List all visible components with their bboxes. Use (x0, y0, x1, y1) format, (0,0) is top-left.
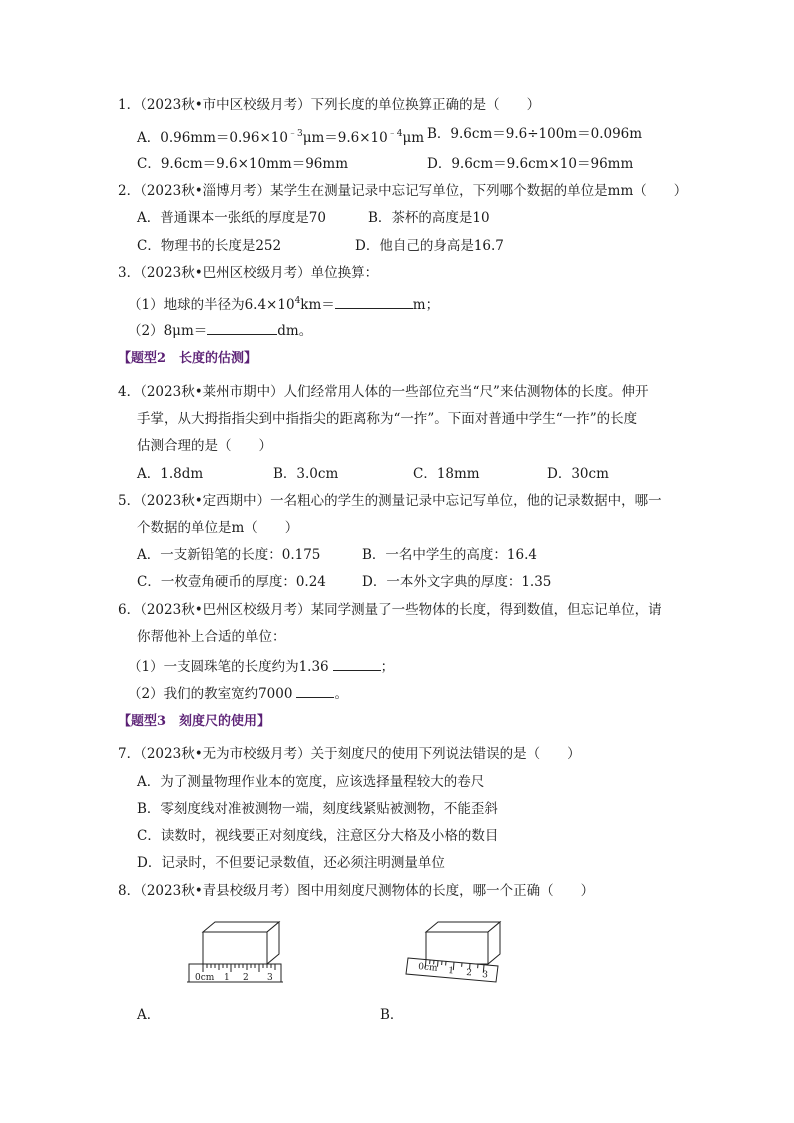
q6-p2-text: （2）我们的教室宽约7000 (128, 686, 293, 702)
figure-a-tick-label-0: 0cm (195, 973, 215, 983)
q5-option-a: A．一支新铅笔的长度：0.175 (137, 547, 321, 563)
q8-stem: 8．（2023秋•青县校级月考）图中用刻度尺测物体的长度，哪一个正确（ ） (118, 883, 595, 899)
figure-b-block-front (426, 932, 488, 964)
figure-a-tick-label-3: 3 (267, 973, 273, 983)
figure-b-tick-label-1: 1 (447, 966, 455, 977)
q4-option-a: A．1.8dm (137, 466, 204, 482)
q7-stem: 7．（2023秋•无为市校级月考）关于刻度尺的使用下列说法错误的是（ ） (118, 746, 581, 762)
figure-b-tick-label-3: 3 (481, 970, 489, 981)
q8-option-a-label: A． (137, 1007, 161, 1023)
q3-part1 (128, 292, 439, 314)
q6-stem-line1: 6．（2023秋•巴州区校级月考）某同学测量了一些物体的长度，得到数值，但忘记单位，请 (118, 602, 662, 618)
q4-stem-line1: 4．（2023秋•莱州市期中）人们经常用人体的一些部位充当“尺”来估测物体的长度。伸开 (118, 384, 649, 400)
q1-option-c: C．9.6cm＝9.6×10mm＝96mm (137, 156, 349, 172)
q2-stem: 2．（2023秋•淄博月考）某学生在测量记录中忘记写单位，下列哪个数据的单位是mm（ ） (118, 183, 688, 199)
q1-option-a (137, 125, 424, 147)
q3-p2-text: （2）8μm＝ (128, 323, 208, 339)
q4-option-d: D．30cm (547, 466, 609, 482)
q2-option-b: B．茶杯的高度是10 (368, 210, 490, 226)
q4-stem-line3: 估测合理的是（ ） (137, 438, 272, 454)
q1-a-part1: A．0.96mm＝0.96×10 (137, 130, 288, 146)
section-heading-3: 【题型3 刻度尺的使用】 (118, 714, 271, 729)
q5-option-c: C．一枚壹角硬币的厚度：0.24 (137, 574, 326, 590)
q3-p2-suffix: dm。 (277, 323, 313, 339)
q6-p1-text: （1）一支圆珠笔的长度约为1.36 (128, 659, 329, 675)
q6-part1 (128, 656, 394, 676)
q3-p1-exponent: 4 (294, 296, 301, 306)
figure-b-tick-label-2: 2 (465, 968, 473, 979)
q7-option-c: C．读数时，视线要正对刻度线，注意区分大格及小格的数目 (137, 828, 499, 844)
q6-stem-line2: 你帮他补上合适的单位： (137, 629, 286, 645)
q3-p2-answer-blank[interactable] (207, 320, 277, 335)
q7-option-a: A．为了测量物理作业本的宽度，应该选择量程较大的卷尺 (137, 774, 485, 790)
figure-a-block-top (203, 922, 279, 932)
q6-p2-answer-blank[interactable] (296, 683, 334, 698)
q6-p1-answer-blank[interactable] (333, 656, 381, 671)
q3-p1-suffix: m； (412, 297, 440, 313)
q3-p1-unit: km＝ (300, 297, 335, 313)
q5-stem-line2: 个数据的单位是m（ ） (137, 520, 299, 536)
figure-b-tick-label-0: 0cm (417, 962, 438, 974)
q4-stem-line2: 手掌，从大拇指指尖到中指指尖的距离称为“一拃”。下面对普通中学生“一拃”的长度 (137, 411, 638, 427)
q5-option-d: D．一本外文字典的厚度：1.35 (362, 574, 552, 590)
figure-a-tick-label-1: 1 (224, 973, 230, 983)
q7-option-b: B．零刻度线对准被测物一端，刻度线紧贴被测物，不能歪斜 (137, 801, 498, 817)
q2-option-c: C．物理书的长度是252 (137, 238, 282, 254)
q7-option-d: D．记录时，不但要记录数值，还必须注明测量单位 (137, 855, 445, 871)
q2-option-d: D．他自己的身高是16.7 (355, 238, 504, 254)
q6-part2 (128, 683, 348, 703)
q5-stem-line1: 5．（2023秋•定西期中）一名粗心的学生的测量记录中忘记写单位，他的记录数据中，哪一 (118, 493, 662, 509)
q1-option-d: D．9.6cm＝9.6cm×10＝96mm (427, 156, 634, 172)
q2-option-a: A．普通课本一张纸的厚度是70 (137, 210, 326, 226)
q6-p2-suffix: 。 (334, 686, 348, 702)
q8-option-b-label: B． (380, 1007, 404, 1023)
q4-option-b: B．3.0cm (273, 466, 339, 482)
section-heading-2: 【题型2 长度的估测】 (118, 351, 258, 366)
figure-b-block-top (426, 922, 500, 932)
q1-a-exponent2: ﹣4 (387, 129, 403, 139)
q1-option-b: B．9.6cm＝9.6÷100m＝0.096m (427, 126, 643, 142)
figure-b-ruler (404, 916, 506, 988)
q3-p1-answer-blank[interactable] (335, 294, 413, 309)
q1-stem: 1．（2023秋•市中区校级月考）下列长度的单位换算正确的是（ ） (118, 97, 541, 113)
q1-a-part3: μm (402, 130, 425, 146)
figure-a-tick-label-2: 2 (243, 973, 249, 983)
figure-a-block-front (203, 932, 267, 964)
q1-a-part2: μm＝9.6×10 (302, 130, 388, 146)
figure-a-ruler (185, 916, 287, 988)
q1-a-exponent1: ﹣3 (287, 129, 303, 139)
q5-option-b: B．一名中学生的高度：16.4 (362, 547, 537, 563)
q3-stem: 3．（2023秋•巴州区校级月考）单位换算： (118, 265, 379, 281)
q4-option-c: C．18mm (413, 466, 480, 482)
q6-p1-suffix: ； (380, 659, 395, 675)
q3-part2 (128, 320, 312, 340)
q3-p1-text: （1）地球的半径为6.4×10 (128, 297, 295, 313)
